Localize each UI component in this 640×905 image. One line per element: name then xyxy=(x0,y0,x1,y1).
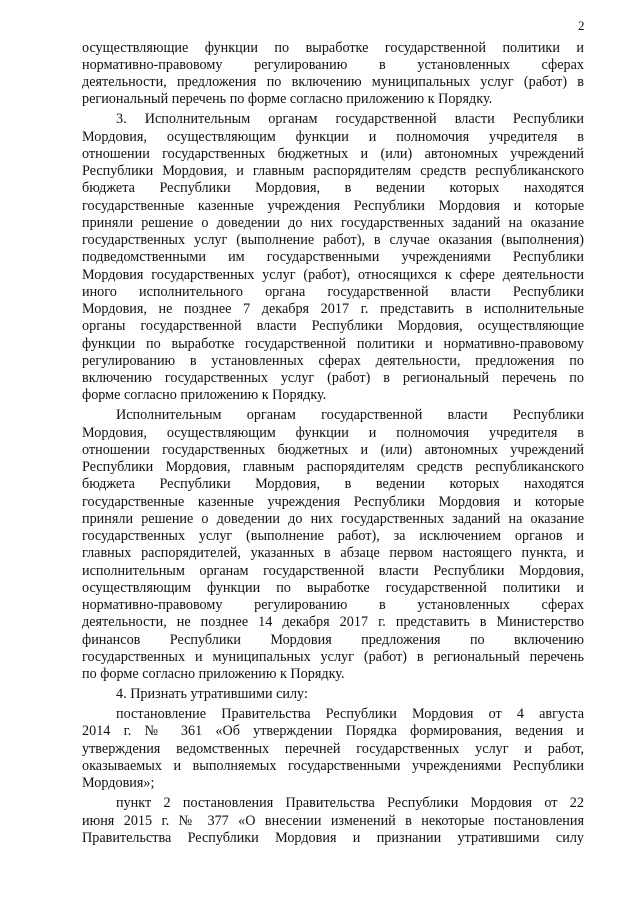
text-line: 3. Исполнительным органам государственной власти Республики xyxy=(116,111,584,127)
text-line: подведомственными им государственными учреждениями Республики xyxy=(82,249,584,265)
text-line: Исполнительным органам государственной власти Республики xyxy=(116,407,584,423)
text-line: государственные казенные учреждения Республики Мордовия и которые xyxy=(82,198,584,214)
text-line: нормативно-правовому регулированию в установленных сферах xyxy=(82,597,584,613)
text-line: оказываемых и выполняемых государственными учреждениями Республики xyxy=(82,758,584,774)
text-line: государственных услуг (выполнение работ), за исключением органов и xyxy=(82,528,584,544)
text-line: 4. Признать утратившими силу: xyxy=(116,686,308,702)
text-line: деятельности, не позднее 14 декабря 2017 г. представить в Министерство xyxy=(82,614,584,630)
text-line: органы государственной власти Республики Мордовия, осуществляющие xyxy=(82,318,584,334)
text-line: приняли решение о доведении до них государственных заданий на оказание xyxy=(82,511,584,527)
text-line: приняли решение о доведении до них государственных заданий на оказание xyxy=(82,215,584,231)
text-line: Мордовия»; xyxy=(82,775,155,791)
text-line: отношении государственных бюджетных и (или) автономных учреждений xyxy=(82,146,584,162)
text-line: июня 2015 г. № 377 «О внесении изменений в некоторые постановления xyxy=(82,813,584,829)
text-line: иного исполнительного органа государственной власти Республики xyxy=(82,284,584,300)
page-number: 2 xyxy=(578,18,585,33)
text-line: функции по выработке государственной политики и нормативно-правовому xyxy=(82,336,584,352)
text-line: финансов Республики Мордовия предложения по включению xyxy=(82,632,584,648)
text-line: Мордовия государственных услуг (работ), относящихся к сфере деятельности xyxy=(82,267,584,283)
text-line: регулированию в установленных сферах деятельности, предложения по xyxy=(82,353,584,369)
text-line: исполнительным органам государственной власти Республики Мордовия, xyxy=(82,563,584,579)
text-line: Мордовия, осуществляющим функции и полномочия учредителя в xyxy=(82,425,584,441)
text-line: региональный перечень по форме согласно приложению к Порядку. xyxy=(82,91,493,107)
text-line: государственные казенные учреждения Республики Мордовия и которые xyxy=(82,494,584,510)
text-line: постановление Правительства Республики Мордовия от 4 августа xyxy=(116,706,584,722)
text-line: включению государственных услуг (работ) в региональный перечень по xyxy=(82,370,584,386)
text-line: бюджета Республики Мордовия, в ведении которых находятся xyxy=(82,180,584,196)
text-line: главных распорядителей, указанных в абзаце первом настоящего пункта, и xyxy=(82,545,584,561)
text-line: деятельности, предложения по включению муниципальных услуг (работ) в xyxy=(82,74,584,90)
text-line: 2014 г. № 361 «Об утверждении Порядка формирования, ведения и xyxy=(82,723,584,739)
text-line: Правительства Республики Мордовия и признании утратившими силу xyxy=(82,830,584,846)
text-line: Республики Мордовия, и главным распорядителям средств республиканского xyxy=(82,163,584,179)
text-line: отношении государственных бюджетных и (или) автономных учреждений xyxy=(82,442,584,458)
text-line: бюджета Республики Мордовия, в ведении которых находятся xyxy=(82,476,584,492)
text-line: форме согласно приложению к Порядку. xyxy=(82,387,327,403)
text-line: Мордовия, осуществляющим функции и полномочия учредителя в xyxy=(82,129,584,145)
text-line: утверждения ведомственных перечней государственных услуг и работ, xyxy=(82,741,584,757)
text-line: Республики Мордовия, главным распорядителям средств республиканского xyxy=(82,459,584,475)
text-line: нормативно-правовому регулированию в установленных сферах xyxy=(82,57,584,73)
text-line: государственных услуг (выполнение работ), в случае оказания (выполнения) xyxy=(82,232,584,248)
text-line: по форме согласно приложению к Порядку. xyxy=(82,666,345,682)
text-line: осуществляющим функции по выработке государственной политики и xyxy=(82,580,584,596)
text-line: пункт 2 постановления Правительства Республики Мордовия от 22 xyxy=(116,795,584,811)
text-line: осуществляющие функции по выработке государственной политики и xyxy=(82,40,584,56)
text-line: государственных и муниципальных услуг (работ) в региональный перечень xyxy=(82,649,584,665)
text-line: Мордовия, не позднее 7 декабря 2017 г. представить в исполнительные xyxy=(82,301,584,317)
